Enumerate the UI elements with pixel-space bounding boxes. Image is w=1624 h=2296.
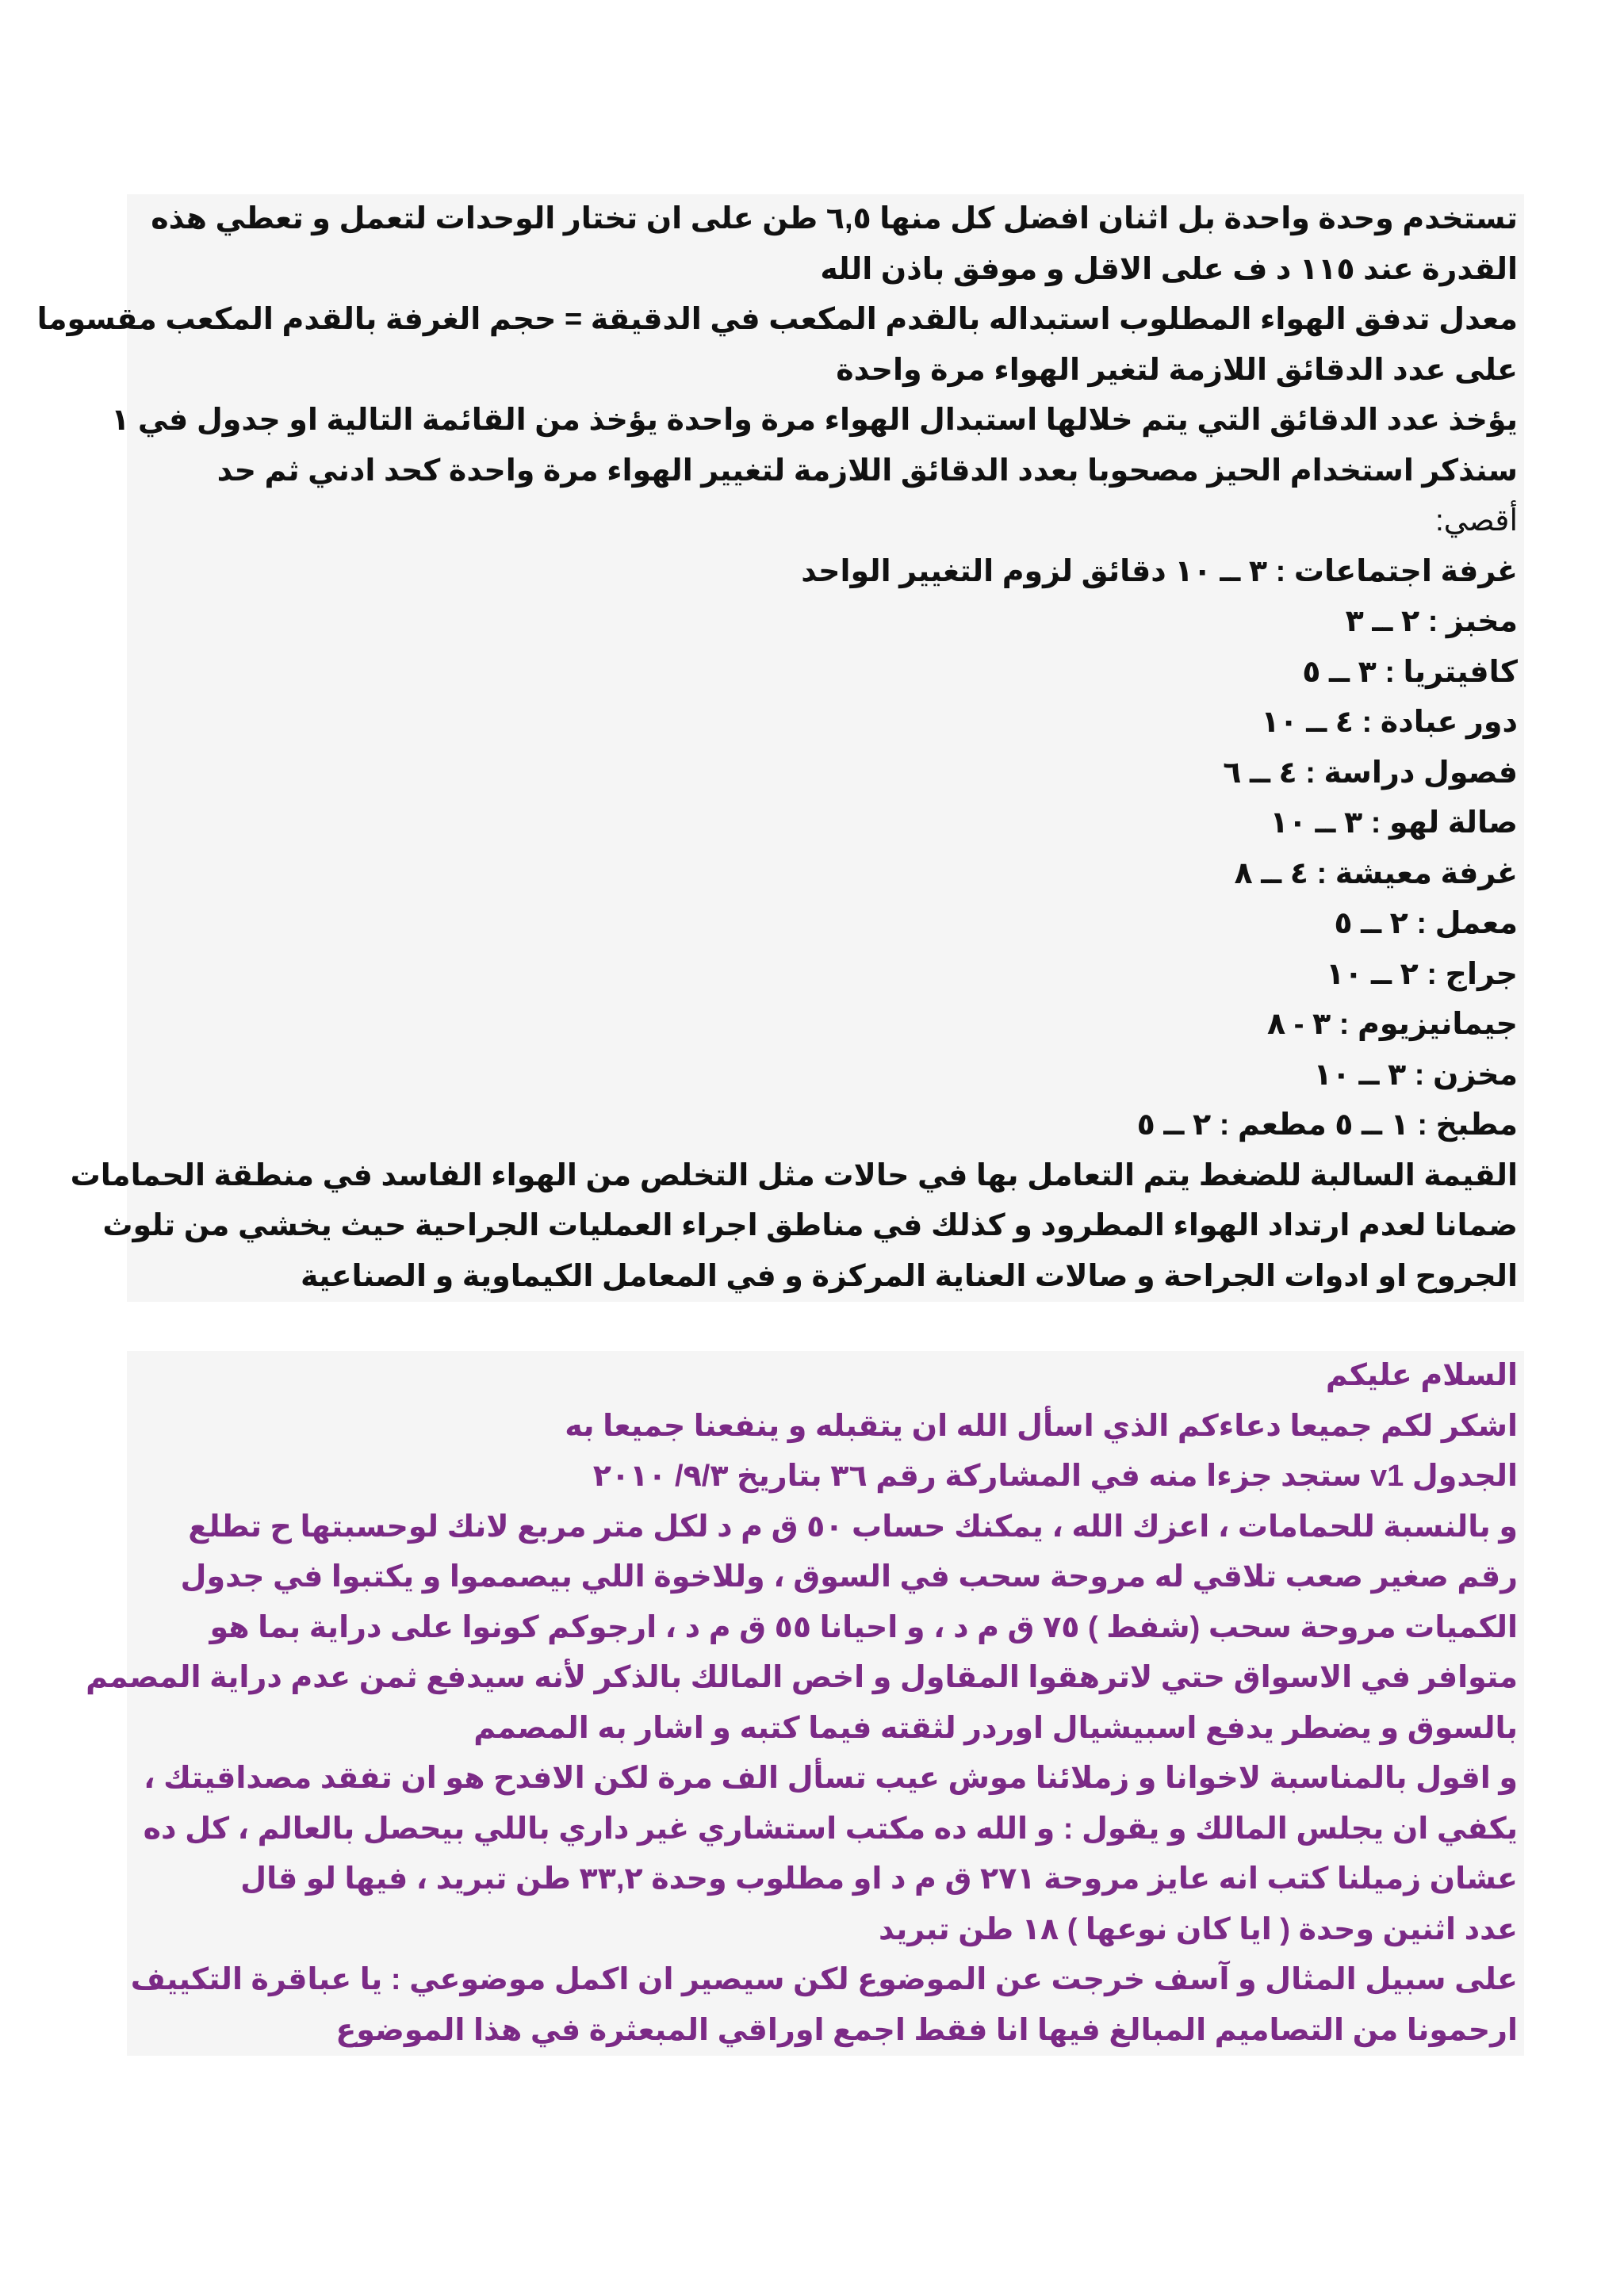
- paragraph-line: و بالنسبة للحمامات ، اعزك الله ، يمكنك حساب ٥٠ ق م د لكل متر مربع لانك لوحسبتها ح تطلع: [188, 1510, 1518, 1544]
- paragraph-line: متوافر في الاسواق حتي لاترهقوا المقاول و اخص المالك بالذكر لأنه سيدفع ثمن عدم دراية المصمم: [86, 1661, 1518, 1694]
- list-item: مخبز : ٢ ــ ٣: [1345, 605, 1518, 638]
- document: [36, 194, 1524, 2056]
- section-reply: [86, 1351, 1524, 2056]
- list-item: صالة لهو : ٣ ــ ١٠: [1270, 806, 1518, 840]
- paragraph-line: ضمانا لعدم ارتداد الهواء المطرود و كذلك في مناطق اجراء العمليات الجراحية حيث يخشي من تلوث: [102, 1209, 1518, 1242]
- list-item: غرفة اجتماعات : ٣ ــ ١٠ دقائق لزوم التغيير الواحد: [801, 554, 1518, 588]
- section-ventilation: [36, 194, 1524, 1302]
- paragraph-line: الجروح او ادوات الجراحة و صالات العناية المركزة و في المعامل الكيماوية و الصناعية: [301, 1259, 1518, 1293]
- paragraph-line: و اقول بالمناسبة لاخوانا و زملائنا موش عيب تسأل الف مرة لكن الافدح هو ان تفقد مصداقيتك ،: [144, 1762, 1518, 1795]
- paragraph-line: ارحمونا من التصاميم المبالغ فيها انا فقط اجمع اوراقي المبعثرة في هذا الموضوع: [335, 2013, 1518, 2047]
- paragraph-line: سنذكر استخدام الحيز مصحوبا بعدد الدقائق اللازمة لتغيير الهواء مرة واحدة كحد ادني ثم حد: [216, 453, 1518, 488]
- list-item: كافيتريا : ٣ ــ ٥: [1302, 655, 1518, 689]
- paragraph-line: على سبيل المثال و آسف خرجت عن الموضوع لكن سيصير ان اكمل موضوعي : يا عباقرة التكييف: [130, 1963, 1518, 1996]
- paragraph-line: رقم صغير صعب تلاقي له مروحة سحب في السوق ، وللاخوة اللي بيصمموا و يكتبوا في جدول: [180, 1560, 1518, 1594]
- section-gap: [127, 1302, 1524, 1351]
- paragraph-line: القيمة السالبة للضغط يتم التعامل بها في حالات مثل التخلص من الهواء الفاسد في منطقة الحمامات: [70, 1158, 1518, 1192]
- paragraph-line: بالسوق و يضطر يدفع اسبيشيال اوردر لثقته فيما كتبه و اشار به المصمم: [473, 1711, 1518, 1745]
- paragraph-line: عشان زميلنا كتب انه عايز مروحة ٢٧١ ق م د او مطلوب وحدة ٣٣,٢ طن تبريد ، فيها لو قال: [240, 1862, 1518, 1896]
- list-item: فصول دراسة : ٤ ــ ٦: [1223, 756, 1518, 790]
- list-item: مخزن : ٣ ــ ١٠: [1313, 1058, 1518, 1092]
- paragraph-line: الكميات مروحة سحب (شفط ) ٧٥ ق م د ، و احيانا ٥٥ ق م د ، ارجوكم كونوا على دراية بما هو: [209, 1610, 1518, 1644]
- air-change-list: [127, 547, 1518, 1151]
- paragraph-line: على عدد الدقائق اللازمة لتغير الهواء مرة واحدة: [836, 353, 1518, 387]
- paragraph-line: القدرة عند ١١٥ د ف على الاقل و موفق باذن الله: [820, 252, 1518, 286]
- greeting-line: السلام عليكم: [1325, 1359, 1518, 1392]
- list-item: غرفة معيشة : ٤ ــ ٨: [1234, 856, 1518, 890]
- list-item: جيمانيزيوم : ٣ - ٨: [1267, 1008, 1518, 1041]
- paragraph-line: عدد اثنين وحدة ( ايا كان نوعها ) ١٨ طن تبريد: [879, 1912, 1518, 1946]
- paragraph-line: الجدول v1 ستجد جزءا منه في المشاركة رقم ٣٦ بتاريخ ٩/٣/ ٢٠١٠: [592, 1460, 1518, 1493]
- paragraph-line: اشكر لكم جميعا دعاءكم الذي اسأل الله ان يتقبله و ينفعنا جميعا به: [565, 1409, 1518, 1443]
- paragraph-line: أقصي:: [1435, 504, 1518, 538]
- paragraph-line: يؤخذ عدد الدقائق التي يتم خلالها استبدال الهواء مرة واحدة يؤخذ من القائمة التالية او جدول في ١: [111, 404, 1518, 437]
- paragraph-line: تستخدم وحدة واحدة بل اثنان افضل كل منها ٦,٥ طن على ان تختار الوحدات لتعمل و تعطي هذه: [151, 202, 1518, 235]
- list-item: دور عبادة : ٤ ــ ١٠: [1261, 706, 1518, 739]
- paragraph-line: يكفي ان يجلس المالك و يقول : و الله ده مكتب استشاري غير داري باللي بيحصل بالعالم ، كل ده: [143, 1812, 1518, 1846]
- list-item: معمل : ٢ ــ ٥: [1334, 907, 1518, 940]
- paragraph-line: معدل تدفق الهواء المطلوب استبداله بالقدم المكعب في الدقيقة = حجم الغرفة بالقدم المكعب مقسوما: [36, 303, 1518, 336]
- list-item: مطبخ : ١ ــ ٥ مطعم : ٢ ــ ٥: [1136, 1108, 1518, 1142]
- list-item: جراج : ٢ ــ ١٠: [1326, 957, 1518, 991]
